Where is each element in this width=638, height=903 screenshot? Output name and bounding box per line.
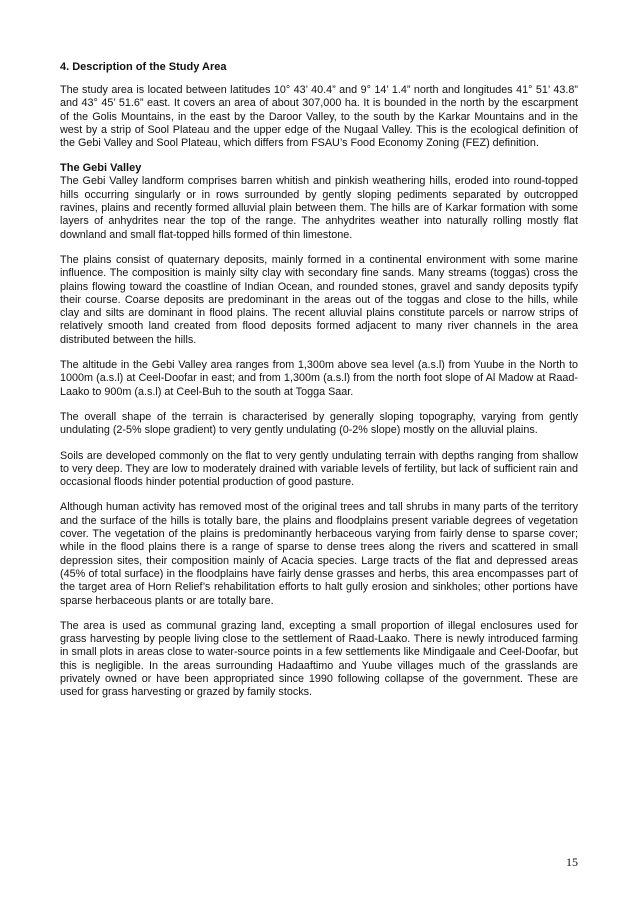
gebi-paragraph-5: Soils are developed commonly on the flat to very gently undulating terrain with depths ranging from shallow to very deep. They are low to moderately drained with variable levels of fertility, but lack of sufficient rain and occasional floods hinder potential production of good pasture. [60, 449, 578, 489]
page-content [60, 60, 578, 712]
intro-paragraph: The study area is located between latitudes 10° 43’ 40.4” and 9° 14’ 1.4” north and longitudes 41° 51’ 43.8” and 43° 45’ 51.6” east. It covers an area of about 307,000 ha. It is bounded in the north by the escarpment of the Golis Mountains, in the east by the Daroor Valley, to the south by the Karkar Mountains and in the west by a strip of Sool Plateau and the upper edge of the Nugaal Valley. This is the ecological definition of the Gebi Valley and Sool Plateau, which differs from FSAU’s Food Economy Zoning (FEZ) definition. [60, 84, 578, 150]
gebi-paragraph-3: The altitude in the Gebi Valley area ranges from 1,300m above sea level (a.s.l) from Yuube in the North to 1000m (a.s.l) at Ceel-Doofar in east; and from 1,300m (a.s.l) from the north foot slope of Al Madow at Raad-Laako to 900m (a.s.l) at Ceel-Buh to the south at Togga Saar. [60, 359, 578, 398]
gebi-paragraph-4: The overall shape of the terrain is characterised by generally sloping topography, varying from gently undulating (2-5% slope gradient) to very gently undulating (0-2% slope) mostly on the alluvial plains. [60, 410, 578, 437]
gebi-paragraph-6: Although human activity has removed most of the original trees and tall shrubs in many parts of the territory and the surface of the hills is totally bare, the plains and floodplains present variable degrees of vegetation cover. The vegetation of the plains is predominantly herbaceous varying from fairly dense to sparse cover; while in the flood plains there is a range of sparse to dense trees along the rivers and scattered in small depression sites, their composition mainly of Acacia species. Large tracts of the flat and depressed areas (45% of total surface) in the floodplains have fairly dense grasses and herbs, this area encompasses part of the target area of Horn Relief’s rehabilitation efforts to halt gully erosion and sinkholes; other portions have sparse herbaceous plants or are totally bare. [60, 501, 578, 607]
subsection-heading: The Gebi Valley [60, 162, 142, 175]
page-number: 15 [566, 855, 578, 869]
gebi-paragraph-2: The plains consist of quaternary deposits, mainly formed in a continental environment with some marine influence. The composition is mainly silty clay with secondary fine sands. Many streams (toggas) cross the plains flowing toward the coastline of Indian Ocean, and rounded stones, gravel and sandy deposits typify their course. Coarse deposits are predominant in the areas out of the toggas and close to the hills, while clay and silts are dominant in flood plains. The recent alluvial plains constitute parcels or narrow strips of relatively smooth land created from flood deposits formed adjacent to many river channels in the area distributed between the hills. [60, 253, 578, 346]
gebi-paragraph-7: The area is used as communal grazing land, excepting a small proportion of illegal enclosures used for grass harvesting by people living close to the settlement of Raad-Laako. There is newly introduced farming in small plots in areas close to water-source points in a few settlements like Mindigaale and Ceel-Doofar, but this is negligible. In the areas surrounding Hadaaftimo and Yuube villages much of the grasslands are privately owned or have been appropriated since 1990 following collapse of the government. These are used for grass harvesting or grazed by family stocks. [60, 619, 578, 699]
section-heading: 4. Description of the Study Area [60, 61, 227, 73]
gebi-paragraph-1: The Gebi Valley landform comprises barren whitish and pinkish weathering hills, eroded into round-topped hills occurring singularly or in rows surrounded by gently sloping pediments separated by outcropped ravines, plains and recently formed alluvial plain between them. The hills are of Karkar formation with some layers of anhydrites near the top of the range. The anhydrites weather into naturally rolling mostly flat downland and small flat-topped hills formed of thin limestone. [60, 175, 578, 241]
